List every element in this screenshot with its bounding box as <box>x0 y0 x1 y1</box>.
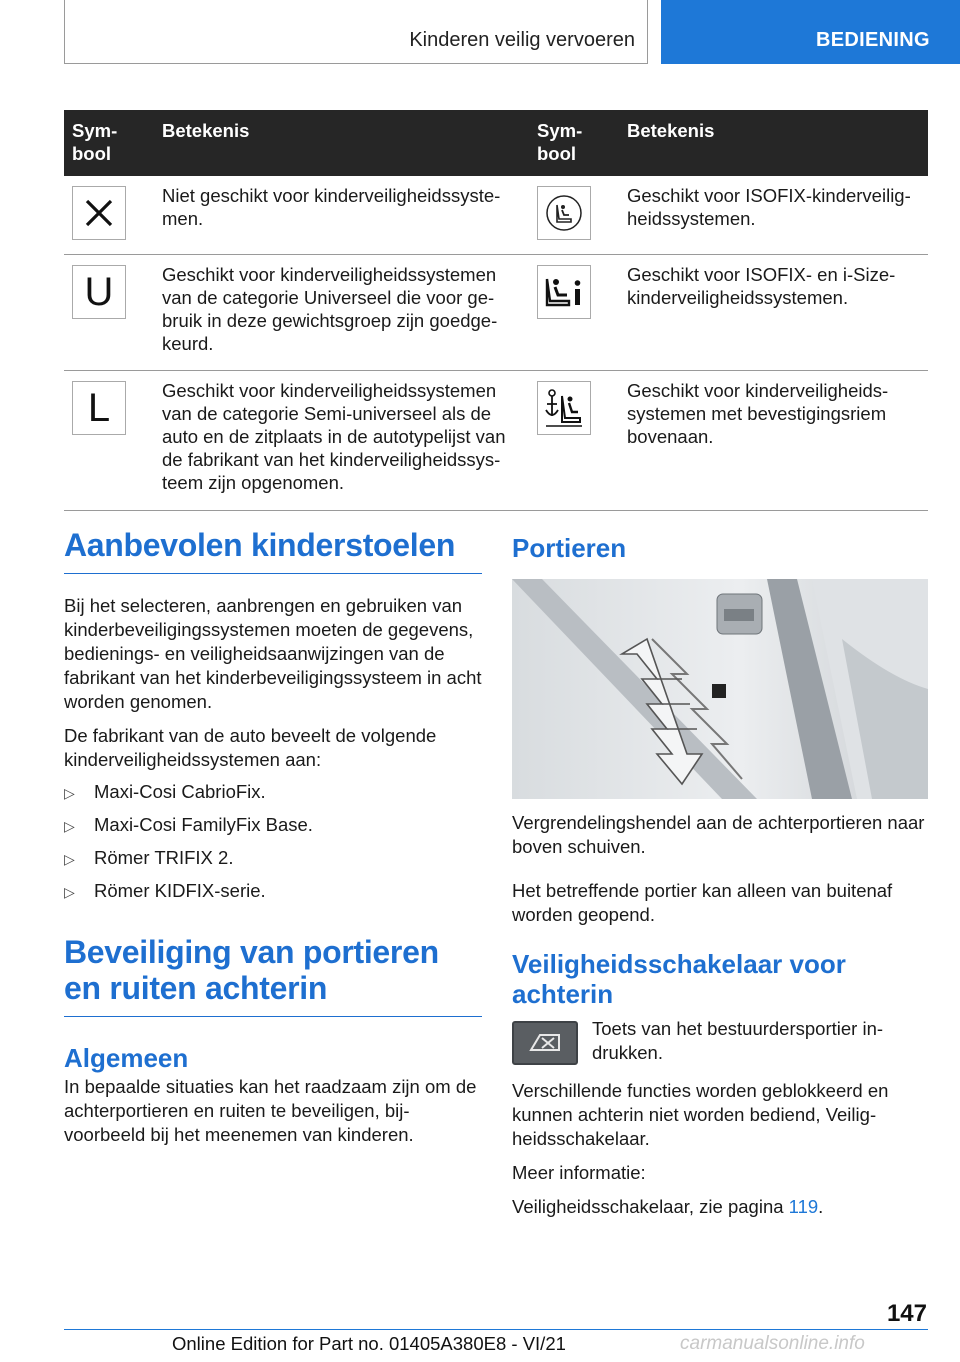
symbol-table <box>64 110 928 511</box>
semi-universal-l-icon: L <box>72 381 126 435</box>
list-item: ▷ Maxi-Cosi CabrioFix. <box>64 780 482 805</box>
isofix-seat-icon <box>537 186 591 240</box>
table-cell-meaning: Geschikt voor kinderveiligheids- systemen met bevestigingsriem bovenaan. <box>619 370 928 510</box>
table-cell-meaning: Geschikt voor ISOFIX- en i-Size- kinderveiligheidssystemen. <box>619 254 928 370</box>
isize-seat-icon <box>537 265 591 319</box>
list-item: ▷ Römer KIDFIX-serie. <box>64 879 482 904</box>
paragraph-more-info: Meer informatie: <box>512 1162 646 1183</box>
paragraph-see-page: Veiligheidsschakelaar, zie pagina 119. <box>512 1196 824 1217</box>
triangle-bullet-icon: ▷ <box>64 785 75 801</box>
table-cell-meaning: Geschikt voor kinderveiligheidssystemen van de categorie Semi-universeel als de auto en de zitplaats in de autotypelijst van de fabrikant van het kinderveiligheidssys- teem zijn opgenomen. <box>154 370 529 510</box>
door-lock-lever-illustration <box>512 579 928 799</box>
table-row <box>64 254 928 370</box>
heading-door-window-security: Beveiliging van portieren en ruiten achterin <box>64 934 482 1017</box>
triangle-bullet-icon: ▷ <box>64 851 75 867</box>
heading-safety-switch: Veiligheidsschakelaar voor achterin <box>512 949 846 1009</box>
paragraph-general: In bepaalde situaties kan het raadzaam zijn om de achterportieren en ruiten te beveiligen, bijvoorbeeld bij het meenemen van kinderen. <box>64 1076 477 1145</box>
paragraph-outside-only: Het betreffende portier kan alleen van buitenaf worden geopend. <box>512 880 893 925</box>
paragraph-manufacturer: De fabrikant van de auto beveelt de volgende kinderveiligheidssystemen aan: <box>64 725 437 770</box>
page-reference-link[interactable]: 119 <box>788 1196 819 1217</box>
watermark: carmanualsonline.info <box>680 1333 865 1354</box>
paragraph-press-button: Toets van het bestuurdersportier indrukken. <box>592 1018 884 1063</box>
heading-recommended-seats: Aanbevolen kinderstoelen <box>64 527 482 574</box>
header-section-box <box>64 0 648 64</box>
table-header-meaning-1: Betekenis <box>154 110 529 176</box>
table-cell-meaning: Niet geschikt voor kinderveiligheidssyste- men. <box>154 176 529 254</box>
header-chapter-title: BEDIENING <box>816 29 930 51</box>
table-cell-meaning: Geschikt voor kinderveiligheidssystemen van de categorie Universeel die voor ge- bruik in deze gewichtsgroep zijn goedge- keurd. <box>154 254 529 370</box>
switch-instruction <box>512 1017 930 1065</box>
cross-icon <box>72 186 126 240</box>
list-item: ▷ Maxi-Cosi FamilyFix Base. <box>64 813 482 838</box>
triangle-bullet-icon: ▷ <box>64 818 75 834</box>
footer-edition: Online Edition for Part no. 01405A380E8 - VI/21 <box>172 1333 566 1354</box>
footer-divider <box>64 1329 928 1330</box>
table-header-symbol-1: Sym- bool <box>64 110 154 176</box>
paragraph-functions-blocked: Verschillende functies worden geblokkeerd en kunnen achterin niet worden bediend, Veiligheidsschakelaar. <box>512 1080 889 1149</box>
table-header-symbol-2: Sym- bool <box>529 110 619 176</box>
left-column <box>64 527 482 1147</box>
header-chapter-box <box>661 0 960 64</box>
right-column <box>512 527 930 1219</box>
paragraph-lever: Vergrendelingshendel aan de achterportieren naar boven schuiven. <box>512 812 925 857</box>
triangle-bullet-icon: ▷ <box>64 884 75 900</box>
paragraph-selection: Bij het selecteren, aanbrengen en gebruiken van kinderbeveiligingssystemen moeten de gegevens, bedienings- en veiligheidsaanwijzingen van de fabrikant van het kinderbeveiligingssysteem in acht worden genomen. <box>64 595 482 712</box>
table-header-meaning-2: Betekenis <box>619 110 928 176</box>
universal-u-icon: U <box>72 265 126 319</box>
header-section-title: Kinderen veilig vervoeren <box>409 29 635 51</box>
top-tether-icon <box>537 381 591 435</box>
page-number: 147 <box>886 1300 927 1327</box>
window-lock-switch-icon <box>512 1021 578 1065</box>
table-row <box>64 176 928 254</box>
heading-general: Algemeen <box>64 1043 189 1073</box>
heading-doors: Portieren <box>512 533 627 563</box>
table-row <box>64 370 928 510</box>
list-item: ▷ Römer TRIFIX 2. <box>64 846 482 871</box>
table-cell-meaning: Geschikt voor ISOFIX-kinderveilig- heidssystemen. <box>619 176 928 254</box>
table-header-row <box>64 110 928 176</box>
